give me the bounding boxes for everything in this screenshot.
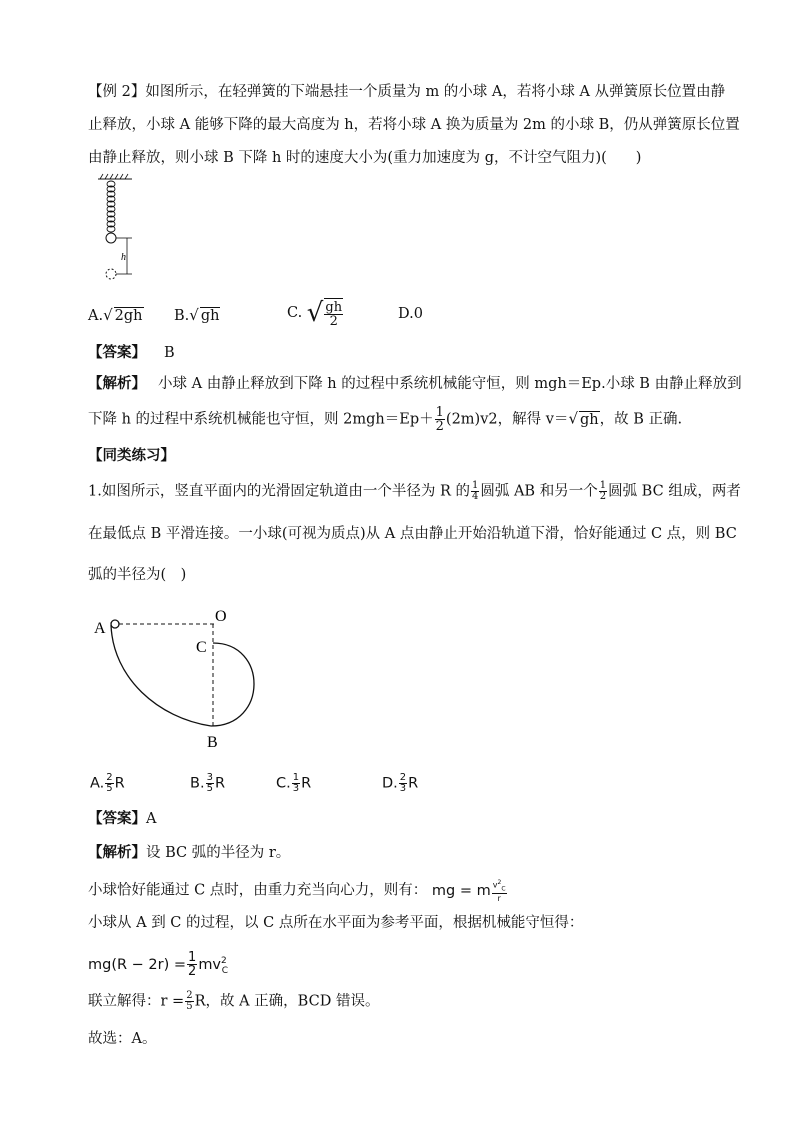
q1-line1: 1.如图所示，竖直平面内的光滑固定轨道由一个半径为 R 的 $\frac{1}{4}$ 圆弧 AB 和另一个 $\frac{1}{2}$ 圆弧 BC 组成，两者 (88, 480, 741, 502)
h-label: h (121, 252, 126, 263)
ex2-option-b[interactable]: B.√ gh (174, 306, 220, 324)
ex2-option-d[interactable]: D.0 (398, 306, 423, 322)
label-c: C (196, 639, 207, 656)
example2-line3: 由静止释放，则小球 B 下降 h 时的速度大小为(重力加速度为 g，不计空气阻力)( ) (88, 150, 642, 166)
ex2-analysis-line1: 【解析】 小球 A 由静止释放到下降 h 的过程中系统机械能守恒，则 mgh＝Ep.小球 B 由静止释放到 (88, 375, 742, 392)
ex2-option-c[interactable]: C. √ $\frac{gh}{2}$ (287, 298, 343, 329)
q1-line3: 弧的半径为( ) (88, 567, 187, 583)
ball-solid (106, 233, 116, 243)
track-figure (88, 603, 278, 753)
ball-dashed (106, 269, 116, 279)
q1-analysis-line4: 联立解得：r = $\frac{2}{5}$ R，故 A 正确，BCD 错误。 (88, 990, 380, 1012)
label-a: A (94, 620, 106, 637)
spring-figure (92, 173, 142, 283)
spring-coils (107, 181, 115, 232)
ex2-analysis-line2: 下降 h 的过程中系统机械能也守恒，则 2mgh＝Ep＋ $\frac{1}{2}$ (2m)v2，解得 v＝√ gh，故 B 正确. (88, 405, 683, 434)
example2-line2: 止释放，小球 A 能够下降的最大高度为 h，若将小球 A 换为质量为 2m 的小球 B，仍从弹簧原长位置 (88, 117, 740, 133)
label-b: B (207, 734, 218, 751)
q1-analysis-line2: 小球恰好能通过 C 点时，由重力充当向心力，则有： mg = m $\frac{v^2_C}{r}$ (88, 879, 506, 904)
q1-answer: 【答案】A (88, 810, 157, 827)
label-o: O (215, 608, 227, 625)
ex2-answer: 【答案】 B (88, 344, 175, 361)
q1-line2: 在最低点 B 平滑连接。一小球(可视为质点)从 A 点由静止开始沿轨道下滑，恰好能通过 C 点，则 BC (88, 526, 737, 542)
equation-energy: mg(R − 2r) = $\frac{1}{2}$ $mv^2_C$ (88, 950, 229, 980)
example2-line1: 【例 2】如图所示，在轻弹簧的下端悬挂一个质量为 m 的小球 A，若将小球 A 从弹簧原长位置由静 (88, 84, 726, 100)
equation-centripetal: mg = m $\frac{v^2_C}{r}$ (431, 879, 506, 904)
q1-analysis-line1: 【解析】设 BC 弧的半径为 r。 (88, 844, 291, 861)
q1-conclusion: 故选：A。 (88, 1031, 157, 1047)
ball-at-a (111, 620, 119, 628)
ceiling-hatch (100, 174, 128, 179)
q1-option-b[interactable]: B. $\frac{3}{5}$ R (190, 772, 226, 794)
q1-analysis-line3: 小球从 A 到 C 的过程，以 C 点所在水平面为参考平面，根据机械能守恒得： (88, 915, 584, 931)
ex2-option-a[interactable]: A.√ 2gh (88, 306, 143, 324)
q1-option-c[interactable]: C. $\frac{1}{3}$ R (276, 772, 312, 794)
q1-option-a[interactable]: A. $\frac{2}{5}$ R (90, 772, 125, 794)
arc-bc (211, 643, 254, 726)
practice-heading: 【同类练习】 (88, 447, 175, 464)
q1-option-d[interactable]: D. $\frac{2}{3}$ R (382, 772, 419, 794)
